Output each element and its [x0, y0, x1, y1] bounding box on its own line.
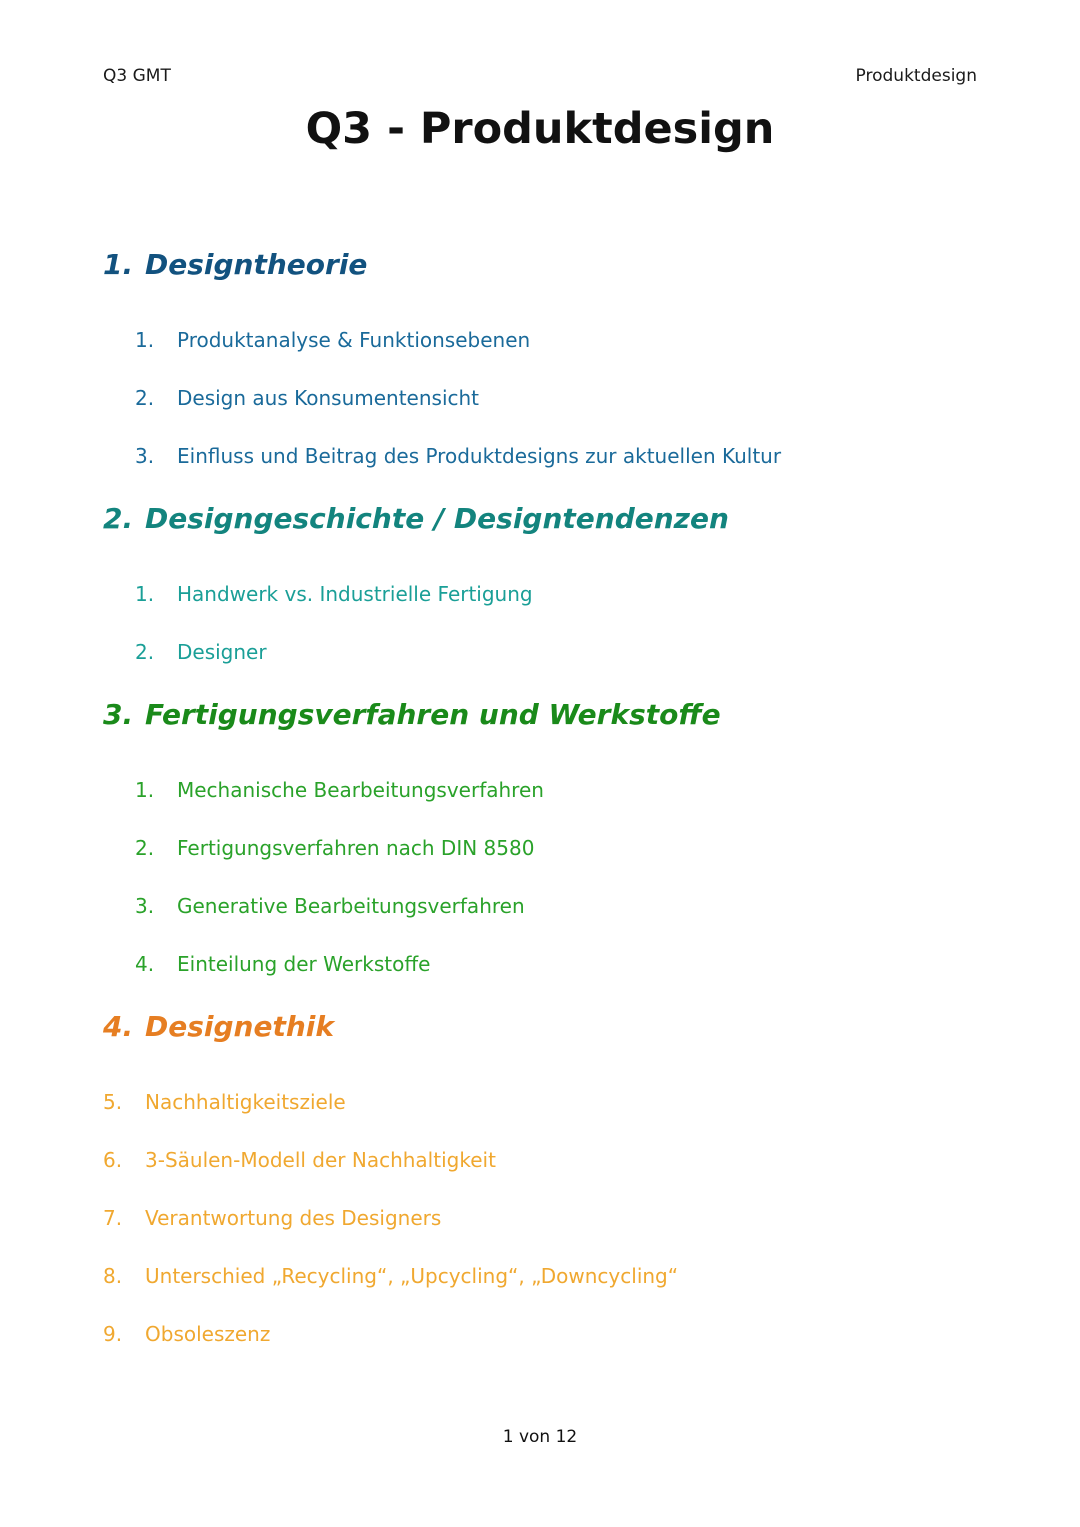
item-label: Verantwortung des Designers: [145, 1206, 442, 1230]
list-item: [103, 1090, 346, 1114]
item-label: Designer: [177, 640, 267, 664]
list-item: [135, 386, 479, 410]
page-header-left: Q3 GMT: [103, 66, 171, 86]
item-number: 4.: [135, 952, 155, 976]
item-number: 8.: [103, 1264, 123, 1288]
list-item: [135, 952, 430, 976]
section-title: Designgeschichte / Designtendenzen: [145, 502, 729, 535]
item-number: 5.: [103, 1090, 123, 1114]
item-label: Einfluss und Beitrag des Produktdesigns zur aktuellen Kultur: [177, 444, 782, 468]
item-number: 3.: [135, 444, 155, 468]
item-label: 3-Säulen-Modell der Nachhaltigkeit: [145, 1148, 496, 1172]
item-label: Mechanische Bearbeitungsverfahren: [177, 778, 544, 802]
list-item: [135, 640, 267, 664]
item-label: Nachhaltigkeitsziele: [145, 1090, 346, 1114]
list-item: [103, 1206, 441, 1230]
page-indicator: 1 von 12: [502, 1427, 578, 1447]
section-number: 3.: [103, 698, 134, 731]
list-item: [135, 894, 525, 918]
item-label: Design aus Konsumentensicht: [177, 386, 480, 410]
item-label: Einteilung der Werkstoffe: [177, 952, 431, 976]
list-item: [135, 836, 534, 860]
item-number: 1.: [135, 778, 155, 802]
item-label: Generative Bearbeitungsverfahren: [177, 894, 525, 918]
item-label: Fertigungsverfahren nach DIN 8580: [177, 836, 535, 860]
page-title: Q3 - Produktdesign: [305, 104, 775, 154]
item-number: 6.: [103, 1148, 123, 1172]
item-number: 2.: [135, 836, 155, 860]
section-heading-designgeschichte: [103, 502, 729, 535]
list-item: [135, 444, 781, 468]
item-label: Obsoleszenz: [145, 1322, 271, 1346]
section-title: Designtheorie: [145, 248, 368, 281]
page-header-right: Produktdesign: [855, 66, 977, 86]
section-heading-designtheorie: [103, 248, 367, 281]
section-title: Designethik: [145, 1010, 334, 1043]
item-number: 9.: [103, 1322, 123, 1346]
item-number: 7.: [103, 1206, 123, 1230]
item-label: Handwerk vs. Industrielle Fertigung: [177, 582, 533, 606]
item-label: Produktanalyse & Funktionsebenen: [177, 328, 531, 352]
list-item: [103, 1264, 678, 1288]
list-item: [103, 1322, 270, 1346]
list-item: [135, 582, 533, 606]
list-item: [135, 328, 530, 352]
item-number: 1.: [135, 328, 155, 352]
section-number: 4.: [103, 1010, 134, 1043]
section-heading-fertigungsverfahren: [103, 698, 721, 731]
item-number: 2.: [135, 386, 155, 410]
item-number: 2.: [135, 640, 155, 664]
section-number: 2.: [103, 502, 134, 535]
section-heading-designethik: [103, 1010, 334, 1043]
item-label: Unterschied „Recycling“, „Upcycling“, „Downcycling“: [145, 1264, 679, 1288]
section-title: Fertigungsverfahren und Werkstoffe: [145, 698, 721, 731]
item-number: 1.: [135, 582, 155, 606]
list-item: [135, 778, 544, 802]
item-number: 3.: [135, 894, 155, 918]
section-number: 1.: [103, 248, 134, 281]
list-item: [103, 1148, 496, 1172]
